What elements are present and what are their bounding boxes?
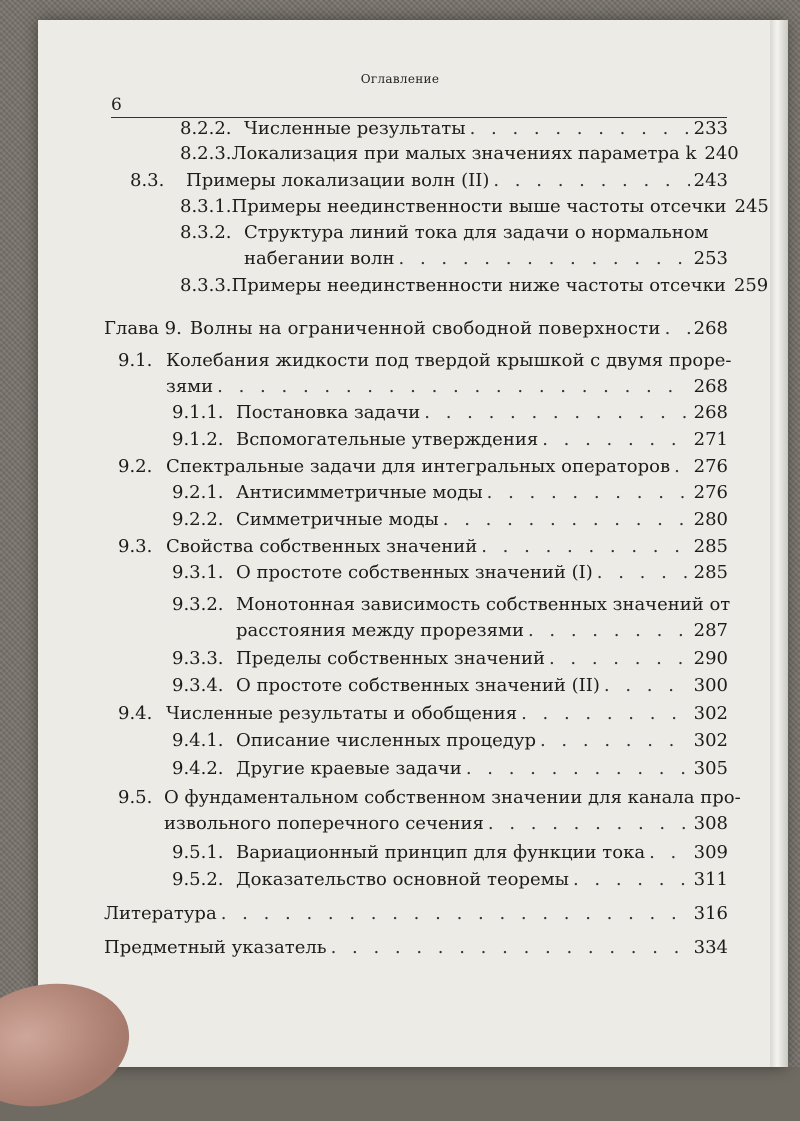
entry-number: 9.2.2. <box>172 509 224 530</box>
toc-entry[interactable] <box>172 730 728 751</box>
leader-dots <box>331 937 690 958</box>
leader-dots <box>604 675 690 696</box>
entry-page: 290 <box>693 648 728 669</box>
entry-page: 271 <box>693 429 728 450</box>
leader-dots <box>521 703 690 724</box>
leader-dots <box>443 509 690 530</box>
entry-page: 311 <box>693 869 728 890</box>
leader-dots <box>674 456 690 477</box>
entry-title-line2: извольного поперечного сечения <box>164 813 484 834</box>
leader-dots <box>493 170 689 191</box>
entry-page: 253 <box>693 248 728 269</box>
entry-title-line2: зями <box>166 376 214 397</box>
entry-number: 8.3.2. <box>180 222 232 243</box>
entry-title-line1: Колебания жидкости под твердой крышкой с двумя проре- <box>166 350 732 371</box>
leader-dots <box>217 376 689 397</box>
toc-entry[interactable] <box>118 536 728 557</box>
toc-entry[interactable] <box>172 429 728 450</box>
toc-entry[interactable] <box>130 170 728 191</box>
toc-entry[interactable] <box>172 648 728 669</box>
toc-entry-multiline[interactable] <box>118 350 731 371</box>
entry-title: Примеры неединственности ниже частоты отсечки <box>231 275 726 296</box>
entry-number: 9.2.1. <box>172 482 224 503</box>
entry-number: 9.1. <box>118 350 153 371</box>
entry-title: Пределы собственных значений <box>236 648 545 669</box>
toc-entry[interactable] <box>180 196 769 217</box>
toc-entry[interactable] <box>172 402 728 423</box>
entry-page: 334 <box>693 937 728 958</box>
entry-page: 268 <box>693 318 728 339</box>
entry-page: 268 <box>693 376 728 397</box>
toc-entry-continuation[interactable] <box>236 620 728 641</box>
entry-number: 9.5.2. <box>172 869 224 890</box>
toc-entry-multiline[interactable] <box>172 594 730 615</box>
entry-title: О простоте собственных значений (I) <box>236 562 593 583</box>
toc-entry[interactable] <box>172 482 728 503</box>
toc-entry[interactable] <box>172 562 728 583</box>
entry-number: 9.4.2. <box>172 758 224 779</box>
entry-title: Литература <box>104 903 217 924</box>
entry-title: Примеры неединственности выше частоты отсечки <box>231 196 727 217</box>
entry-page: 305 <box>693 758 728 779</box>
leader-dots <box>549 648 690 669</box>
entry-title: Свойства собственных значений <box>166 536 478 557</box>
leader-dots <box>542 429 689 450</box>
leader-dots <box>399 248 690 269</box>
toc-entry-continuation[interactable] <box>166 376 728 397</box>
entry-page: 245 <box>734 196 769 217</box>
toc-entry-multiline[interactable] <box>118 787 741 808</box>
toc-entry[interactable] <box>172 758 728 779</box>
entry-page: 285 <box>693 536 728 557</box>
entry-page: 243 <box>693 170 728 191</box>
toc-entry[interactable] <box>104 903 728 924</box>
toc-entry[interactable] <box>180 275 769 296</box>
toc-entry[interactable] <box>172 675 728 696</box>
entry-number: 9.3. <box>118 536 153 557</box>
leader-dots <box>487 482 690 503</box>
toc-entry-continuation[interactable] <box>164 813 728 834</box>
running-head: Оглавление <box>360 72 440 86</box>
entry-title-line1: О фундаментальном собственном значении для канала про- <box>164 787 741 808</box>
entry-title: Вариационный принцип для функции тока <box>236 842 646 863</box>
entry-title: Численные результаты <box>244 118 466 139</box>
entry-number: 9.5.1. <box>172 842 224 863</box>
entry-page: 302 <box>693 703 728 724</box>
entry-number: 9.1.2. <box>172 429 224 450</box>
toc-entry[interactable] <box>172 869 728 890</box>
entry-title: Вспомогательные утверждения <box>236 429 539 450</box>
leader-dots <box>573 869 690 890</box>
entry-title-line2: набегании волн <box>244 248 395 269</box>
entry-title: Локализация при малых значениях параметра k <box>231 143 697 164</box>
entry-number: 9.2. <box>118 456 153 477</box>
leader-dots <box>466 758 690 779</box>
entry-page: 302 <box>693 730 728 751</box>
toc-entry[interactable] <box>118 703 728 724</box>
entry-title: Другие краевые задачи <box>236 758 462 779</box>
entry-title: Симметричные моды <box>236 509 439 530</box>
chapter-number: Глава 9. <box>104 318 182 339</box>
entry-title: Предметный указатель <box>104 937 327 958</box>
entry-page: 309 <box>693 842 728 863</box>
toc-entry[interactable] <box>180 143 739 164</box>
entry-page: 287 <box>693 620 728 641</box>
entry-page: 316 <box>693 903 728 924</box>
toc-entry[interactable] <box>180 118 728 139</box>
entry-page: 308 <box>693 813 728 834</box>
entry-number: 9.1.1. <box>172 402 224 423</box>
entry-number: 9.3.1. <box>172 562 224 583</box>
leader-dots <box>488 813 690 834</box>
entry-page: 233 <box>693 118 728 139</box>
entry-number: 8.2.2. <box>180 118 232 139</box>
entry-number: 9.3.2. <box>172 594 224 615</box>
toc-entry[interactable] <box>118 456 728 477</box>
entry-page: 240 <box>704 143 739 164</box>
leader-dots <box>665 318 690 339</box>
entry-page: 259 <box>733 275 769 296</box>
entry-title-line2: расстояния между прорезями <box>236 620 524 641</box>
entry-page: 285 <box>693 562 728 583</box>
entry-page: 268 <box>693 402 728 423</box>
toc-entry[interactable] <box>172 509 728 530</box>
entry-title: Постановка задачи <box>236 402 421 423</box>
leader-dots <box>470 118 690 139</box>
entry-page: 276 <box>693 482 728 503</box>
entry-title-line1: Монотонная зависимость собственных значений от <box>236 594 731 615</box>
entry-number: 8.3. <box>130 170 165 191</box>
entry-number: 9.5. <box>118 787 153 808</box>
entry-title: Описание численных процедур <box>236 730 536 751</box>
toc-entry-multiline[interactable] <box>180 222 709 243</box>
entry-number: 9.3.4. <box>172 675 224 696</box>
entry-number: 9.4.1. <box>172 730 224 751</box>
leader-dots <box>528 620 690 641</box>
entry-page: 280 <box>693 509 728 530</box>
toc-chapter[interactable] <box>104 318 728 339</box>
leader-dots <box>424 402 689 423</box>
leader-dots <box>481 536 689 557</box>
entry-page: 300 <box>693 675 728 696</box>
entry-title: Примеры локализации волн (II) <box>186 170 490 191</box>
toc-entry[interactable] <box>104 937 728 958</box>
toc-entry-continuation[interactable] <box>244 248 728 269</box>
entry-page: 276 <box>693 456 728 477</box>
entry-title: Численные результаты и обобщения <box>166 703 518 724</box>
toc-entry[interactable] <box>172 842 728 863</box>
entry-title: Антисимметричные моды <box>236 482 483 503</box>
page-number: 6 <box>111 95 122 115</box>
leader-dots <box>649 842 690 863</box>
chapter-title: Волны на ограниченной свободной поверхности <box>189 318 661 339</box>
entry-number: 9.4. <box>118 703 153 724</box>
entry-title: О простоте собственных значений (II) <box>236 675 600 696</box>
entry-title: Доказательство основной теоремы <box>236 869 569 890</box>
entry-number: 8.3.1. <box>180 196 232 217</box>
entry-number: 8.2.3. <box>180 143 232 164</box>
entry-title: Спектральные задачи для интегральных операторов <box>166 456 671 477</box>
entry-number: 9.3.3. <box>172 648 224 669</box>
leader-dots <box>597 562 690 583</box>
leader-dots <box>221 903 690 924</box>
entry-number: 8.3.3. <box>180 275 232 296</box>
entry-title-line1: Структура линий тока для задачи о нормальном <box>244 222 709 243</box>
leader-dots <box>540 730 690 751</box>
